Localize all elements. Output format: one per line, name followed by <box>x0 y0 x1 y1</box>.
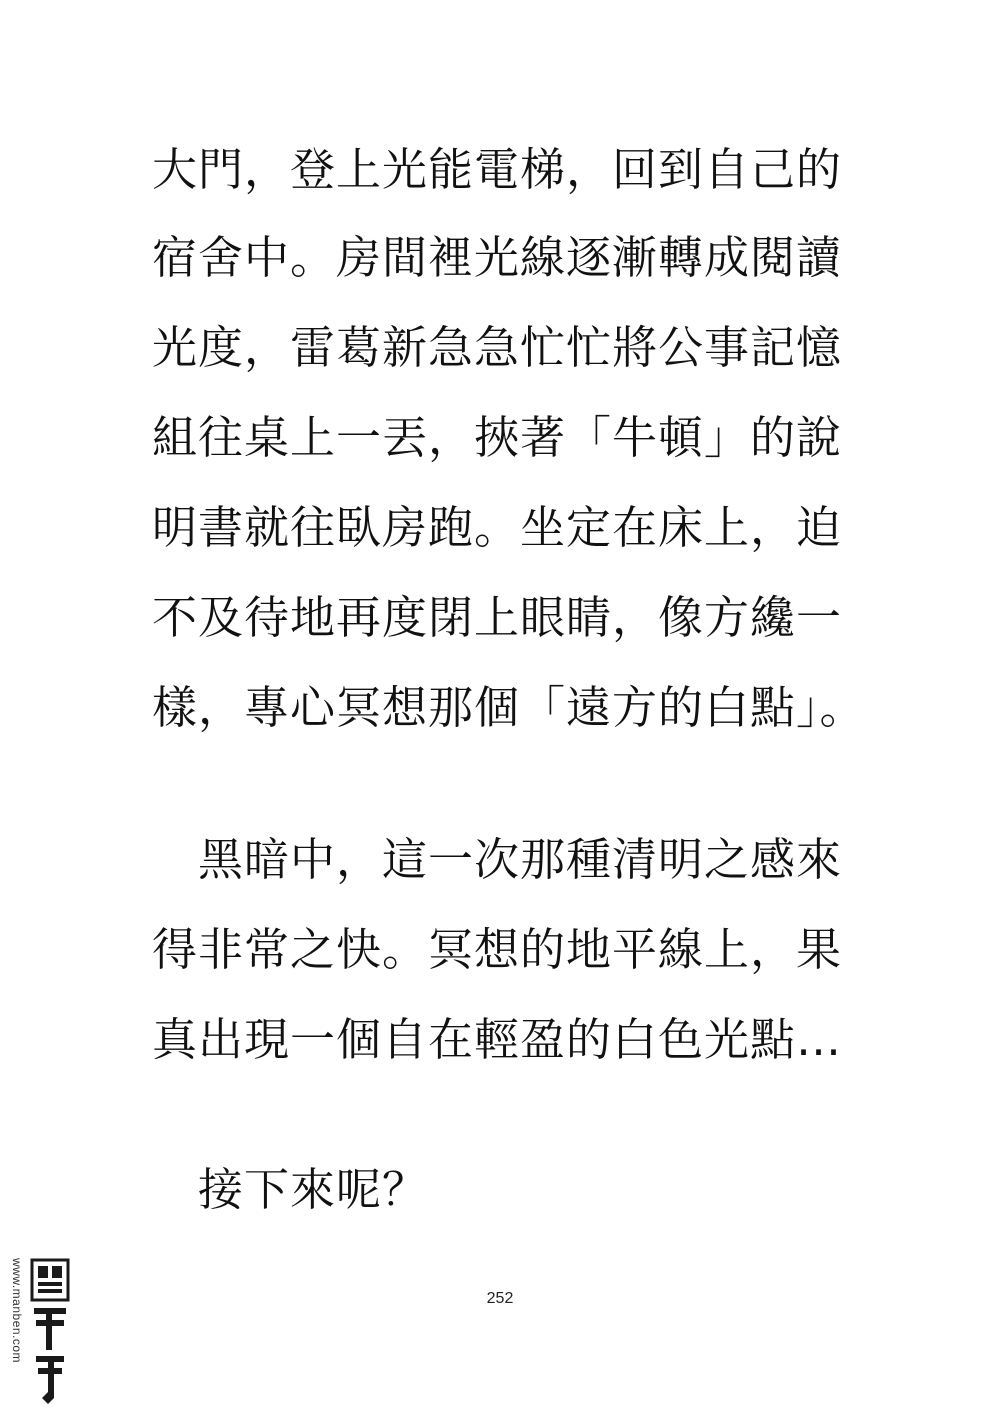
text-line: 黑暗中，這一次那種清明之感來 <box>152 833 843 886</box>
text-line: 明書就往臥房跑。坐定在床上，迫 <box>152 501 843 554</box>
text-line: 真出現一個自在輕盈的白色光點… <box>152 1013 843 1066</box>
watermark-url: www.manben.com <box>10 1258 24 1364</box>
watermark <box>8 1258 72 1408</box>
watermark-logo-icon <box>30 1258 70 1406</box>
text-line: 光度，雷葛新急急忙忙將公事記憶 <box>152 321 843 374</box>
text-line: 得非常之快。冥想的地平線上，果 <box>152 923 843 976</box>
page-number: 252 <box>486 1290 514 1307</box>
text-line: 宿舍中。房間裡光線逐漸轉成閱讀 <box>152 231 843 284</box>
text-line: 樣，專心冥想那個「遠方的白點」。 <box>152 681 866 734</box>
text-line: 不及待地再度閉上眼睛，像方纔一 <box>152 591 843 644</box>
text-line: 接下來呢？ <box>152 1163 429 1216</box>
text-line: 組往桌上一丟，挾著「牛頓」的說 <box>152 411 843 464</box>
text-line: 大門，登上光能電梯，回到自己的 <box>152 143 843 196</box>
